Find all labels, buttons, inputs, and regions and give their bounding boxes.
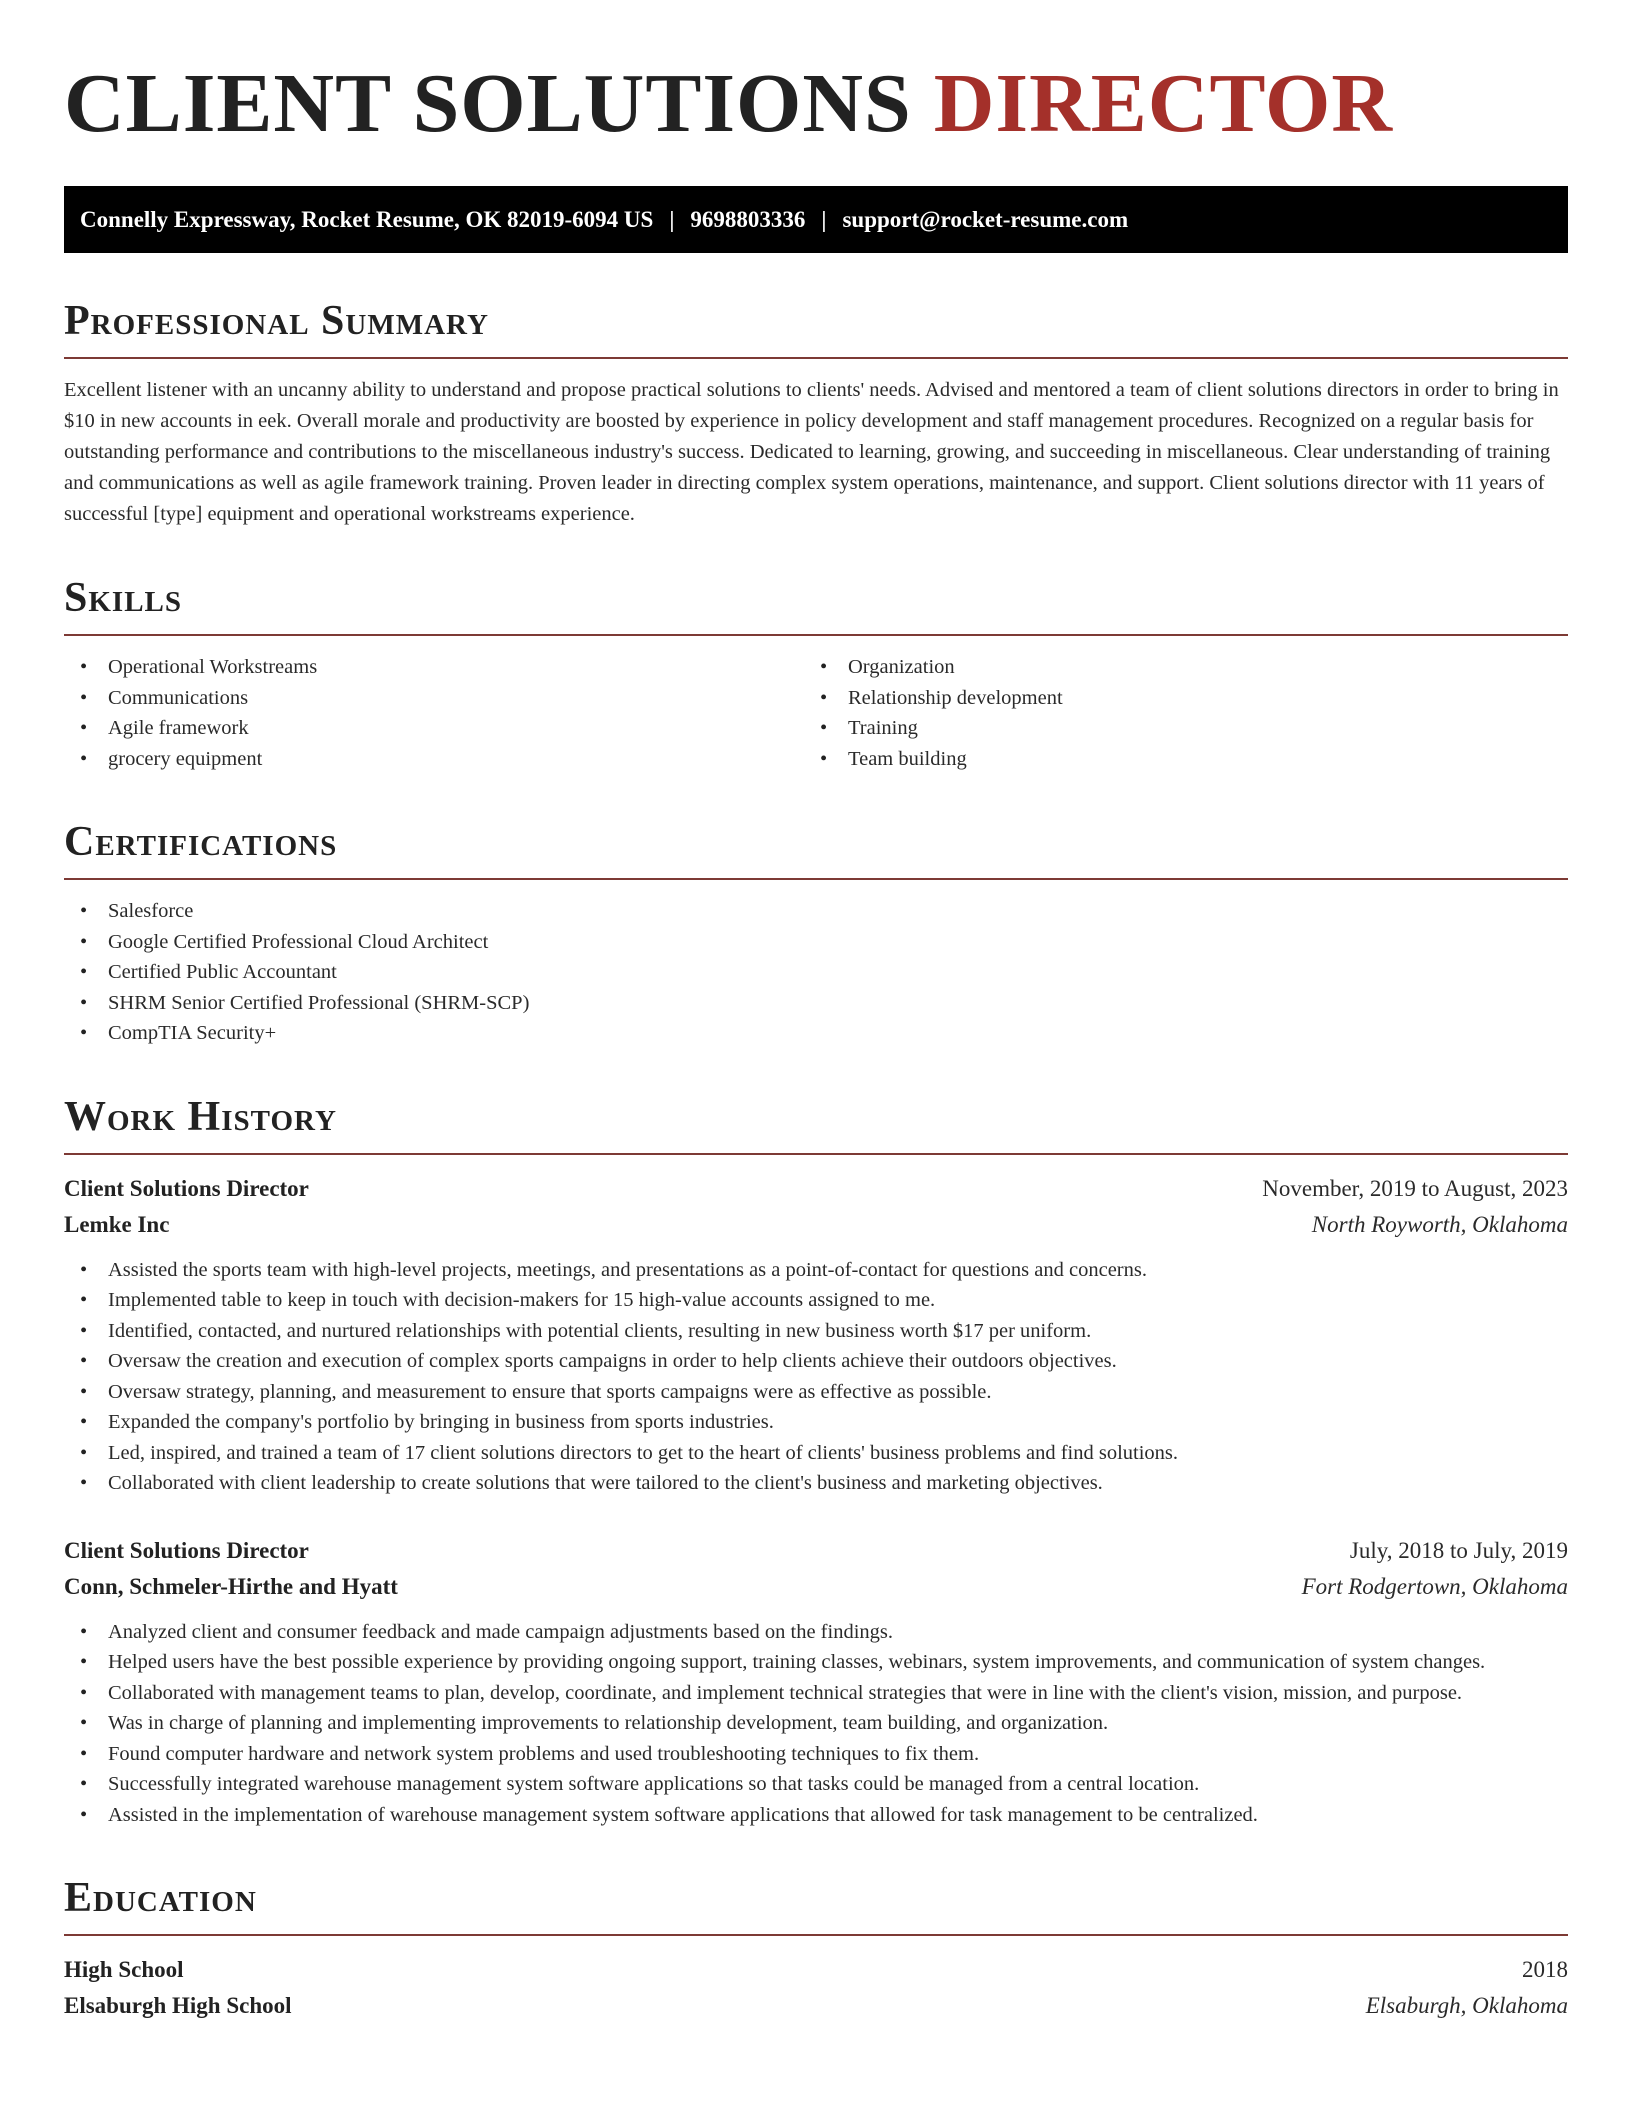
job-bullet: • Collaborated with client leadership to create solutions that were tailored to the client's business and marketing objectives. [64, 1468, 1568, 1499]
job-bullet: • Found computer hardware and network system problems and used troubleshooting techniques to fix them. [64, 1739, 1568, 1770]
section-divider [64, 634, 1568, 636]
contact-phone: 9698803336 [690, 206, 806, 232]
education-school-row [64, 1988, 1568, 2024]
skills-list-right [804, 652, 1568, 774]
contact-separator: | [669, 206, 675, 232]
section-divider [64, 878, 1568, 880]
summary-section [64, 297, 1568, 530]
contact-email: support@rocket-resume.com [842, 206, 1129, 232]
section-divider [64, 1153, 1568, 1155]
education-year: 2018 [1522, 1957, 1568, 1982]
job-company-row [64, 1207, 1568, 1243]
summary-text: Excellent listener with an uncanny ability to understand and propose practical solutions to clients' needs. Advised and mentored a team of client solutions directors in order to bring in $10 in new accounts in eek. Overall morale and productivity are boosted by experience in policy development and staff management procedures. Recognized on a regular basis for outstanding performance and contributions to the miscellaneous industry's success. Dedicated to learning, growing, and succeeding in miscellaneous. Clear understanding of training and communications as well as agile framework training. Proven leader in directing complex system operations, maintenance, and support. Client solutions director with 11 years of successful [type] equipment and operational workstreams experience. [64, 379, 1559, 525]
job-company-row [64, 1569, 1568, 1605]
skills-grid [64, 652, 1568, 774]
certification-item: • Salesforce [64, 896, 1568, 927]
skill-item: • Communications [64, 683, 804, 714]
job-bullet: • Assisted the sports team with high-level projects, meetings, and presentations as a point-of-contact for questions and concerns. [64, 1255, 1568, 1286]
job-bullet: • Successfully integrated warehouse management system software applications so that tasks could be managed from a central location. [64, 1769, 1568, 1800]
certification-item: • Google Certified Professional Cloud Architect [64, 927, 1568, 958]
title-main: CLIENT SOLUTIONS [64, 57, 912, 150]
job-entry [64, 1533, 1568, 1831]
skill-item: • Organization [804, 652, 1568, 683]
skill-item: • Operational Workstreams [64, 652, 804, 683]
title-accent: DIRECTOR [933, 57, 1393, 150]
skill-item: • grocery equipment [64, 744, 804, 775]
skill-item: • Agile framework [64, 713, 804, 744]
job-bullets [64, 1255, 1568, 1499]
job-bullet: • Identified, contacted, and nurtured relationships with potential clients, resulting in new business worth $17 per uniform. [64, 1316, 1568, 1347]
job-location: North Royworth, Oklahoma [1311, 1211, 1568, 1237]
work-history-heading: Work History [64, 1093, 337, 1140]
job-company: Conn, Schmeler-Hirthe and Hyatt [64, 1573, 398, 1599]
job-dates: November, 2019 to August, 2023 [1262, 1175, 1568, 1201]
skills-heading: Skills [64, 575, 183, 621]
job-dates: July, 2018 to July, 2019 [1349, 1537, 1568, 1563]
resume-title [64, 0, 1568, 152]
job-title: Client Solutions Director [64, 1175, 309, 1201]
skills-section [64, 574, 1568, 774]
education-heading: Education [64, 1875, 257, 1921]
job-bullet: • Expanded the company's portfolio by bringing in business from sports industries. [64, 1407, 1568, 1438]
education-degree-row [64, 1952, 1568, 1988]
job-bullet: • Implemented table to keep in touch with decision-makers for 15 high-value accounts assigned to me. [64, 1285, 1568, 1316]
contact-separator: | [821, 206, 827, 232]
job-title-row [64, 1171, 1568, 1207]
job-bullet: • Analyzed client and consumer feedback and made campaign adjustments based on the findings. [64, 1617, 1568, 1648]
job-bullet: • Helped users have the best possible experience by providing ongoing support, training classes, webinars, system improvements, and communication of system changes. [64, 1647, 1568, 1678]
education-school: Elsaburgh High School [64, 1993, 292, 2018]
section-divider [64, 357, 1568, 359]
job-bullet: • Oversaw strategy, planning, and measurement to ensure that sports campaigns were as effective as possible. [64, 1377, 1568, 1408]
skill-item: • Team building [804, 744, 1568, 775]
job-title: Client Solutions Director [64, 1537, 309, 1563]
contact-bar [64, 186, 1568, 253]
job-bullets [64, 1617, 1568, 1831]
certifications-heading: Certifications [64, 819, 338, 865]
job-location: Fort Rodgertown, Oklahoma [1301, 1573, 1568, 1599]
summary-heading: Professional Summary [64, 298, 489, 344]
certification-item: • SHRM Senior Certified Professional (SHRM-SCP) [64, 988, 1568, 1019]
job-company: Lemke Inc [64, 1211, 170, 1237]
job-title-row [64, 1533, 1568, 1569]
skill-item: • Training [804, 713, 1568, 744]
work-history-section [64, 1093, 1568, 1831]
certification-item: • CompTIA Security+ [64, 1018, 1568, 1049]
job-bullet: • Assisted in the implementation of warehouse management system software applications that allowed for task management to be centralized. [64, 1800, 1568, 1831]
job-bullet: • Led, inspired, and trained a team of 17 client solutions directors to get to the heart of clients' business problems and find solutions. [64, 1438, 1568, 1469]
job-bullet: • Was in charge of planning and implementing improvements to relationship development, team building, and organization. [64, 1708, 1568, 1739]
certifications-list [64, 896, 1568, 1049]
job-entry [64, 1171, 1568, 1499]
section-divider [64, 1934, 1568, 1936]
education-degree: High School [64, 1957, 184, 1982]
job-bullet: • Collaborated with management teams to plan, develop, coordinate, and implement technical strategies that were in line with the client's vision, mission, and purpose. [64, 1678, 1568, 1709]
skills-list-left [64, 652, 804, 774]
contact-address: Connelly Expressway, Rocket Resume, OK 82019-6094 US [80, 206, 654, 232]
certifications-section [64, 818, 1568, 1049]
education-section [64, 1874, 1568, 2024]
education-location: Elsaburgh, Oklahoma [1365, 1993, 1568, 2018]
skill-item: • Relationship development [804, 683, 1568, 714]
certification-item: • Certified Public Accountant [64, 957, 1568, 988]
job-bullet: • Oversaw the creation and execution of complex sports campaigns in order to help clients achieve their outdoors objectives. [64, 1346, 1568, 1377]
